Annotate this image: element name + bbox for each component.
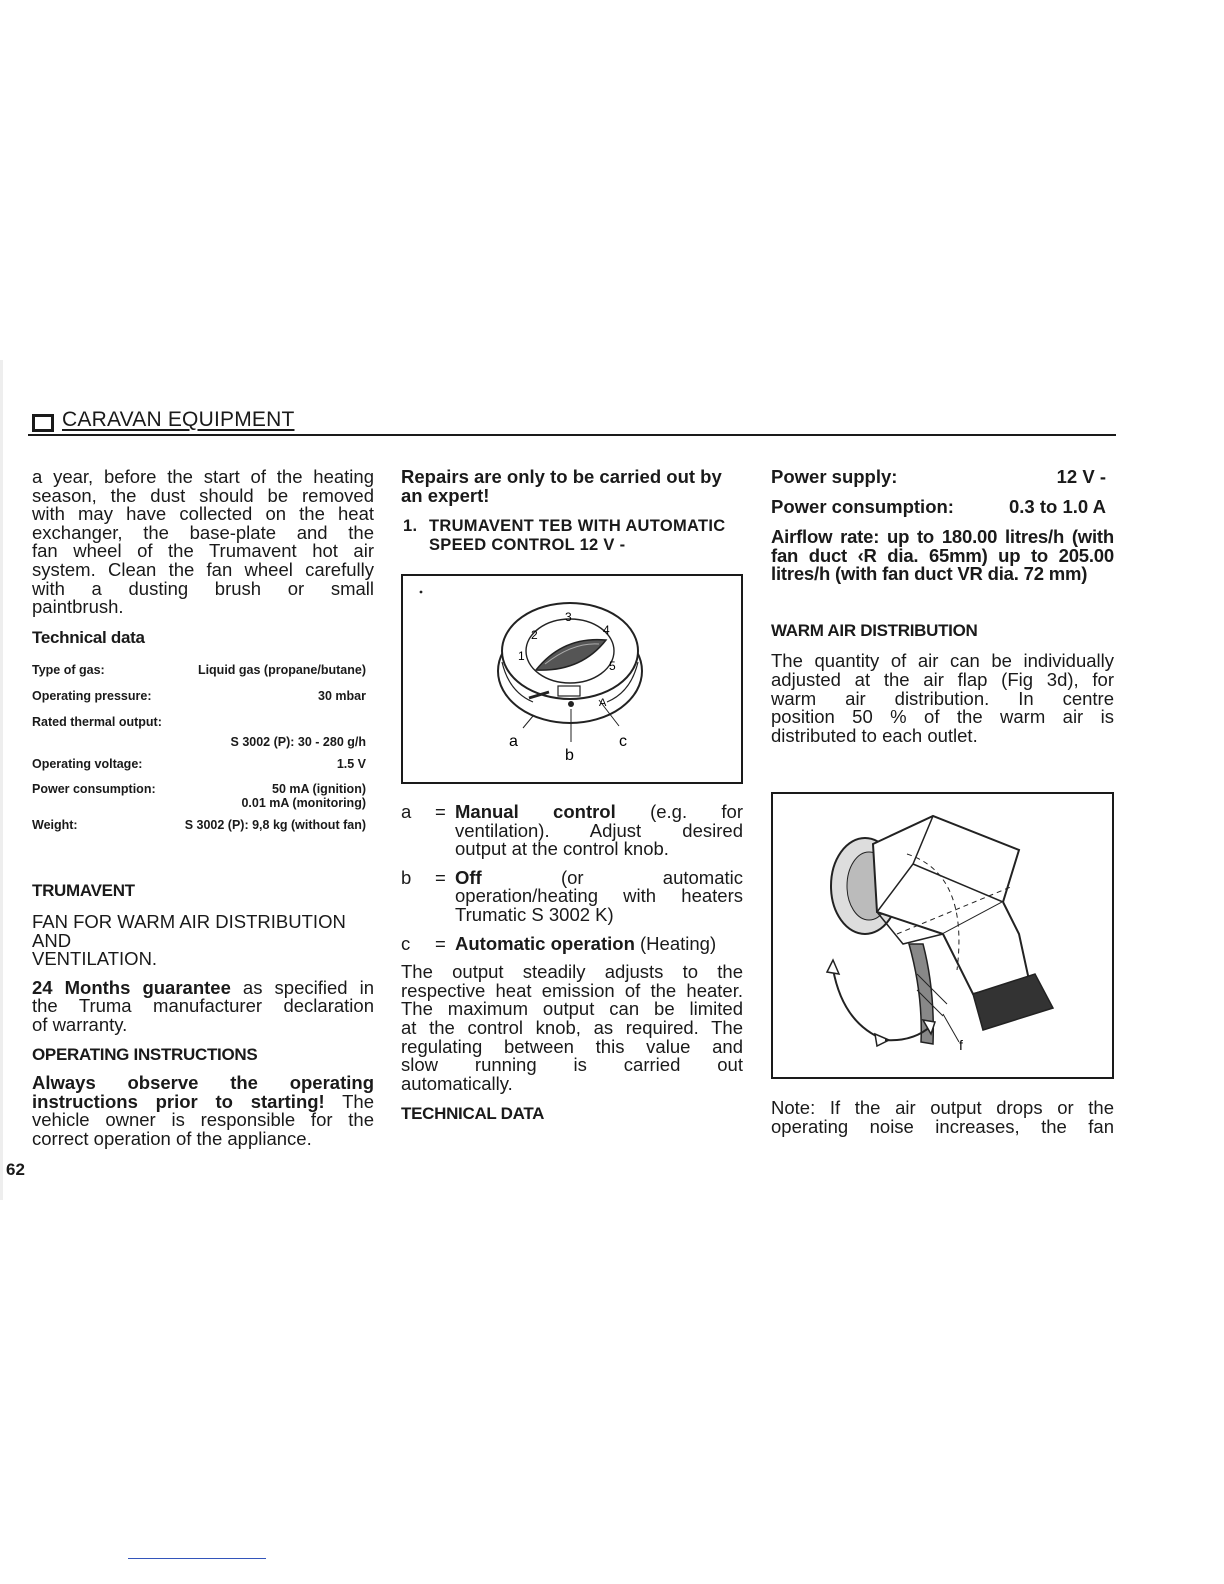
text-span: The [324, 1090, 375, 1112]
power-consumption-row [771, 498, 1114, 528]
technical-data-heading: Technical data [32, 627, 145, 647]
dial-number-5: 5 [609, 659, 616, 673]
spec-value: 12 V - [1056, 466, 1106, 487]
list-text [455, 803, 743, 859]
text-line: regulating between this value and [401, 1035, 743, 1057]
list-item-a [401, 803, 743, 859]
item-bold: Automatic operation [455, 932, 635, 954]
list-key: a [401, 801, 412, 822]
square-bullet-icon [32, 414, 54, 432]
text-line: The maximum output can be limited [401, 998, 743, 1020]
spec-value: S 3002 (P): 9,8 kg (without fan) [184, 818, 366, 833]
spec-label: Weight: [32, 818, 78, 833]
list-item-c [401, 932, 743, 954]
text-line: exchanger, the base-plate and the [32, 521, 374, 543]
bottom-rule [128, 1558, 266, 1559]
text-line: warm air distribution. In centre [771, 687, 1114, 709]
guarantee-bold: 24 Months guarantee [32, 976, 231, 998]
operating-instructions-heading: OPERATING INSTRUCTIONS [32, 1044, 258, 1064]
figure-label-b: b [565, 747, 574, 764]
spec-row-consumption [32, 780, 374, 816]
figure-label-f: f [959, 1037, 963, 1053]
item-bold: Off [455, 866, 482, 888]
figure-label-c: c [619, 733, 627, 750]
spec-label: Operating voltage: [32, 757, 143, 772]
list-key: c [401, 932, 411, 954]
item-bold: Manual control [455, 801, 616, 822]
text-line: fan wheel of the Trumavent hot air [32, 540, 374, 562]
page-number: 62 [6, 1160, 25, 1179]
note-block [771, 1099, 1114, 1136]
text-line: a year, before the start of the heating [32, 466, 374, 487]
page-edge-shadow [0, 360, 3, 1200]
dial-number-1: 1 [518, 649, 525, 663]
output-paragraph [401, 963, 743, 1093]
section-header [28, 408, 1116, 436]
air-distributor-illustration [773, 794, 1112, 1077]
warm-air-paragraph [771, 652, 1114, 745]
air-distributor-figure [771, 792, 1114, 1079]
text-line: Trumatic S 3002 K) [455, 903, 614, 925]
list-equals: = [435, 932, 446, 954]
spec-value: Liquid gas (propane/butane) [197, 663, 366, 678]
text-line: distributed to each outlet. [771, 724, 978, 746]
text-line: The quantity of air can be individually [771, 650, 1114, 672]
text-span: (or automatic [481, 866, 743, 888]
airflow-paragraph [771, 528, 1114, 584]
text-line: vehicle owner is responsible for the [32, 1109, 374, 1131]
text-line: paintbrush. [32, 596, 124, 618]
text-line: of warranty. [32, 1013, 128, 1035]
text-line: automatically. [401, 1072, 513, 1094]
text-line: Airflow rate: up to 180.00 litres/h (with [771, 526, 1114, 547]
note-paragraph [771, 1099, 1114, 1136]
text-line: TRUMAVENT TEB WITH AUTOMATIC [429, 517, 726, 536]
spec-row-thermal [32, 713, 374, 755]
list-equals: = [435, 866, 446, 888]
text-line: output at the control knob. [455, 838, 669, 860]
dial-number-3: 3 [565, 610, 572, 624]
dial-letter-a: A [599, 697, 607, 709]
spec-value: 0.01 mA (monitoring) [241, 796, 366, 811]
text-span: as specified in [230, 976, 374, 998]
text-line [455, 803, 743, 822]
text-line: with a dusting brush or small [32, 577, 374, 599]
text-line: correct operation of the appliance. [32, 1127, 312, 1149]
text-line: the Truma manufacturer declaration [32, 995, 374, 1017]
guarantee-paragraph [32, 976, 374, 1035]
dial-number-4: 4 [603, 623, 610, 637]
spec-label: Power consumption: [32, 782, 156, 797]
spec-label: Power supply: [771, 466, 898, 487]
trumavent-heading: TRUMAVENT [32, 881, 135, 901]
text-line: VENTILATION. [32, 948, 158, 970]
spec-label: Operating pressure: [32, 689, 152, 704]
list-item-b [401, 866, 743, 925]
text-span: (Heating) [634, 932, 717, 954]
section-number: 1. [403, 517, 418, 536]
text-line: Always observe the operating [32, 1072, 374, 1094]
spec-row-voltage [32, 755, 374, 780]
spec-value: 50 mA (ignition) [272, 782, 366, 797]
text-line: Note: If the air output drops or the [771, 1097, 1114, 1118]
spec-value: S 3002 (P): 30 - 280 g/h [230, 735, 366, 750]
dial-number-2: 2 [531, 628, 538, 642]
text-line: adjusted at the air flap (Fig 3d), for [771, 668, 1114, 690]
text-span: (e.g. for [615, 801, 744, 822]
spec-row-pressure [32, 687, 374, 713]
column-middle [401, 468, 743, 554]
spec-row-gas [32, 661, 374, 687]
text-line: slow running is carried out [401, 1054, 743, 1076]
spec-label: Type of gas: [32, 663, 105, 678]
list-text [455, 866, 743, 925]
list-equals: = [435, 801, 446, 822]
section-1-heading [401, 517, 743, 554]
repairs-warning: Repairs are only to be carried out by [401, 466, 722, 487]
intro-paragraph [32, 468, 374, 617]
power-supply-row [771, 468, 1114, 498]
text-line: with may have collected on the heat [32, 503, 374, 525]
text-line: at the control knob, as required. The [401, 1016, 743, 1038]
spec-value: 1.5 V [336, 757, 366, 772]
text-line: position 50 % of the warm air is [771, 706, 1114, 728]
text-line: operating noise increases, the fan [771, 1115, 1114, 1137]
text-line: FAN FOR WARM AIR DISTRIBUTION AND [32, 910, 346, 951]
text-line: fan duct ‹R dia. 65mm) up to 205.00 [771, 544, 1114, 566]
text-line: operation/heating with heaters [455, 885, 743, 907]
observe-paragraph [32, 1074, 374, 1148]
spec-value: 30 mbar [318, 689, 366, 704]
text-line: The output steadily adjusts to the [401, 961, 743, 983]
spec-row-weight [32, 816, 374, 872]
text-line: respective heat emission of the heater. [401, 979, 743, 1001]
column-middle-lower [401, 803, 743, 1134]
column-right [771, 468, 1114, 745]
repairs-warning: an expert! [401, 484, 490, 506]
spec-value: 0.3 to 1.0 A [1009, 496, 1106, 517]
list-key: b [401, 866, 412, 888]
text-line: litres/h (with fan duct VR dia. 72 mm) [771, 563, 1088, 585]
control-knob-figure [401, 574, 743, 784]
text-line [455, 932, 743, 954]
text-line: ventilation). Adjust desired [455, 819, 743, 841]
spec-label: Rated thermal output: [32, 715, 162, 730]
spec-label: Power consumption: [771, 496, 954, 517]
warm-air-heading: WARM AIR DISTRIBUTION [771, 620, 978, 640]
text-line: system. Clean the fan wheel carefully [32, 558, 374, 580]
figure-label-a: a [509, 733, 518, 750]
column-left [32, 468, 374, 1148]
observe-bold: instructions prior to starting! [32, 1090, 325, 1112]
technical-data-heading-2: TECHNICAL DATA [401, 1104, 545, 1124]
control-knob-illustration [403, 576, 741, 782]
text-line: season, the dust should be removed [32, 484, 374, 506]
text-line: SPEED CONTROL 12 V - [429, 535, 626, 554]
section-title: CARAVAN EQUIPMENT [62, 408, 295, 431]
